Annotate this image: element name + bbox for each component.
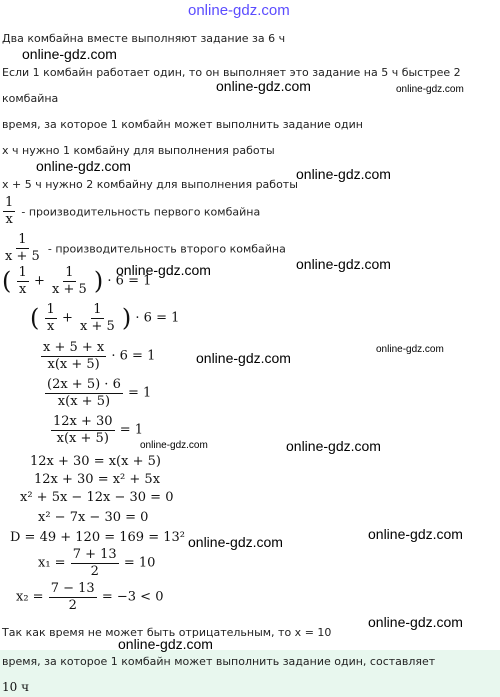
equation-5 [50,415,143,445]
header-watermark[interactable]: online-gdz.com [188,2,290,19]
equation-discriminant: D = 49 + 120 = 169 = 13² [10,530,185,545]
denominator: x [5,211,13,227]
productivity-first [2,196,260,226]
numerator: x + 5 + x [43,340,105,355]
numerator: 1 [46,302,55,317]
equation-8: x² + 5x − 12x − 30 = 0 [20,490,174,505]
plus-sign: + [33,273,45,289]
right-paren: ) [121,304,132,333]
watermark: online-gdz.com [296,166,391,182]
text-line-4: время, за которое 1 комбайн может выполнить задание один [2,118,363,131]
watermark: online-gdz.com [368,614,463,630]
productivity-second [2,233,286,263]
root-x2-label: x₂ = [16,589,44,605]
numerator: 1 [93,302,102,317]
watermark: online-gdz.com [118,636,213,652]
watermark: online-gdz.com [196,350,291,366]
left-paren: ( [30,304,40,333]
denominator: x + 5 [79,318,115,334]
equation-6: 12x + 30 = x(x + 5) [30,454,161,469]
watermark: online-gdz.com [22,46,117,62]
fraction-1-over-x [3,196,15,226]
text-line-2: Если 1 комбайн работает один, то он выполняет это задание на 5 ч быстрее 2 [2,66,461,79]
numerator: 7 − 13 [50,581,95,596]
denominator: x(x + 5) [47,356,100,372]
numerator: 7 + 13 [72,547,117,562]
text-line-5: x ч нужно 1 комбайну для выполнения работы [2,144,275,157]
equation-rhs: · 6 = 1 [107,273,152,289]
denominator: x(x + 5) [56,430,109,446]
denominator: x(x + 5) [57,393,111,409]
watermark: online-gdz.com [296,256,391,272]
left-paren: ( [2,267,12,296]
equation-3 [40,341,155,371]
equation-7: 12x + 30 = x² + 5x [34,472,161,487]
denominator: x [18,281,27,297]
answer-line-2: 10 ч [2,680,30,694]
text-line-3: комбайна [2,92,59,105]
conclusion-text: Так как время не может быть отрицательным, то x = 10 [2,626,332,639]
productivity-second-label: - производительность второго комбайна [47,242,286,256]
fraction-1-over-x5 [3,233,42,263]
root-x2 [16,582,163,612]
watermark: online-gdz.com [396,84,464,95]
text-line-1: Два комбайна вместе выполняют задание за 6 ч [2,32,286,45]
denominator: x + 5 [5,248,40,264]
equation-2 [30,303,179,333]
root-x1-label: x₁ = [38,555,66,571]
watermark: online-gdz.com [36,158,131,174]
numerator: 1 [65,265,74,280]
numerator: (2x + 5) · 6 [47,377,121,392]
watermark: online-gdz.com [368,526,463,542]
root-x1-value: = 10 [123,555,156,571]
watermark: online-gdz.com [116,262,211,278]
watermark: online-gdz.com [286,438,381,454]
productivity-first-label: - производительность первого комбайна [21,205,261,219]
numerator: 1 [18,232,27,247]
denominator: x [46,318,55,334]
watermark: online-gdz.com [188,534,283,550]
denominator: 2 [68,597,77,613]
numerator: 12x + 30 [53,414,113,429]
equation-rhs: · 6 = 1 [135,310,180,326]
equation-9: x² − 7x − 30 = 0 [38,510,149,525]
root-x2-value: = −3 < 0 [101,589,164,605]
right-paren: ) [93,267,104,296]
watermark: online-gdz.com [216,78,311,94]
equation-rhs: = 1 [127,385,152,401]
numerator: 1 [18,265,27,280]
watermark: online-gdz.com [140,440,208,451]
watermark: online-gdz.com [376,344,444,355]
denominator: x + 5 [51,281,87,297]
equation-4 [44,378,151,408]
equation-rhs: · 6 = 1 [111,348,156,364]
plus-sign: + [61,310,73,326]
text-line-6: x + 5 ч нужно 2 комбайну для выполнения работы [2,178,298,191]
root-x1 [38,548,155,578]
denominator: 2 [90,563,99,579]
answer-line-1: время, за которое 1 комбайн может выполнить задание один, составляет [2,655,436,668]
equation-rhs: = 1 [119,422,144,438]
numerator: 1 [5,195,14,210]
